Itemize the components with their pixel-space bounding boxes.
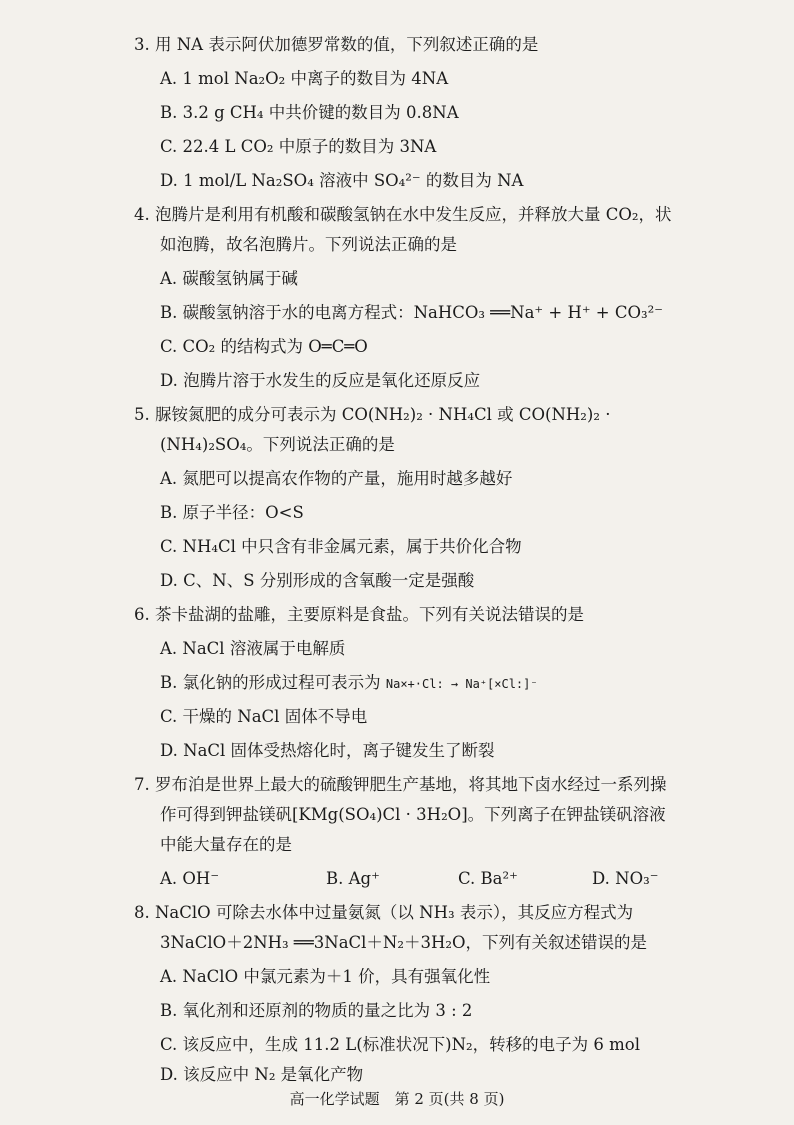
q4-option-b: B. 碳酸氢钠溶于水的电离方程式：NaHCO₃ ══Na⁺ + H⁺ + CO₃²⁻ <box>160 303 663 322</box>
q8-option-d: D. 该反应中 N₂ 是氧化产物 <box>160 1065 364 1084</box>
q6-option-b <box>160 672 538 695</box>
q8-stem-line2: 3NaClO＋2NH₃ ══3NaCl＋N₂＋3H₂O，下列有关叙述错误的是 <box>160 933 648 952</box>
q3-option-d: D. 1 mol/L Na₂SO₄ 溶液中 SO₄²⁻ 的数目为 NA <box>160 171 524 190</box>
q5-stem-line1: 5. 脲铵氮肥的成分可表示为 CO(NH₂)₂ · NH₄Cl 或 CO(NH₂)₂ · <box>134 405 611 424</box>
q7-choice-b: B. Ag⁺ <box>326 869 380 888</box>
q6-stem: 6. 茶卡盐湖的盐雕，主要原料是食盐。下列有关说法错误的是 <box>134 605 584 624</box>
q3-option-b: B. 3.2 g CH₄ 中共价键的数目为 0.8NA <box>160 103 459 122</box>
q6-option-b-text: B. 氯化钠的形成过程可表示为 <box>160 673 381 692</box>
q7-choice-c: C. Ba²⁺ <box>458 869 518 888</box>
q5-stem-line2: (NH₄)₂SO₄。下列说法正确的是 <box>160 435 395 454</box>
q5-option-d: D. C、N、S 分别形成的含氧酸一定是强酸 <box>160 571 475 590</box>
q5-option-c: C. NH₄Cl 中只含有非金属元素，属于共价化合物 <box>160 537 522 556</box>
q8-option-b: B. 氧化剂和还原剂的物质的量之比为 3 : 2 <box>160 1001 473 1020</box>
electron-dot-formula: Na×+·Cl: → Na⁺[×Cl:]⁻ <box>385 677 538 691</box>
q6-option-c: C. 干燥的 NaCl 固体不导电 <box>160 707 368 726</box>
q6-option-a: A. NaCl 溶液属于电解质 <box>160 639 346 658</box>
q7-choice-a: A. OH⁻ <box>160 869 220 888</box>
q3-option-a: A. 1 mol Na₂O₂ 中离子的数目为 4NA <box>160 69 449 88</box>
q8-option-a: A. NaClO 中氯元素为＋1 价，具有强氧化性 <box>160 967 491 986</box>
q4-option-d: D. 泡腾片溶于水发生的反应是氧化还原反应 <box>160 371 481 390</box>
q3-stem: 3. 用 NA 表示阿伏加德罗常数的值，下列叙述正确的是 <box>134 35 539 54</box>
q4-stem-line2: 如泡腾，故名泡腾片。下列说法正确的是 <box>160 235 457 254</box>
q4-option-c: C. CO₂ 的结构式为 O═C═O <box>160 337 368 356</box>
q4-stem-line1: 4. 泡腾片是利用有机酸和碳酸氢钠在水中发生反应，并释放大量 CO₂，状 <box>134 205 672 224</box>
q8-stem-line1: 8. NaClO 可除去水体中过量氨氮（以 NH₃ 表示），其反应方程式为 <box>134 903 634 922</box>
q4-option-a: A. 碳酸氢钠属于碱 <box>160 269 298 288</box>
q7-choice-d: D. NO₃⁻ <box>592 869 659 888</box>
q7-stem-line3: 中能大量存在的是 <box>160 835 292 854</box>
q5-option-b: B. 原子半径：O<S <box>160 503 304 522</box>
q7-stem-line2: 作可得到钾盐镁矾[KMg(SO₄)Cl · 3H₂O]。下列离子在钾盐镁矾溶液 <box>160 805 666 824</box>
page-footer: 高一化学试题 第 2 页(共 8 页) <box>289 1090 505 1108</box>
q8-option-c: C. 该反应中，生成 11.2 L(标准状况下)N₂，转移的电子为 6 mol <box>160 1035 640 1054</box>
q6-option-d: D. NaCl 固体受热熔化时，离子键发生了断裂 <box>160 741 495 760</box>
q3-option-c: C. 22.4 L CO₂ 中原子的数目为 3NA <box>160 137 437 156</box>
q7-stem-line1: 7. 罗布泊是世界上最大的硫酸钾肥生产基地，将其地下卤水经过一系列操 <box>134 775 667 794</box>
q5-option-a: A. 氮肥可以提高农作物的产量，施用时越多越好 <box>160 469 513 488</box>
